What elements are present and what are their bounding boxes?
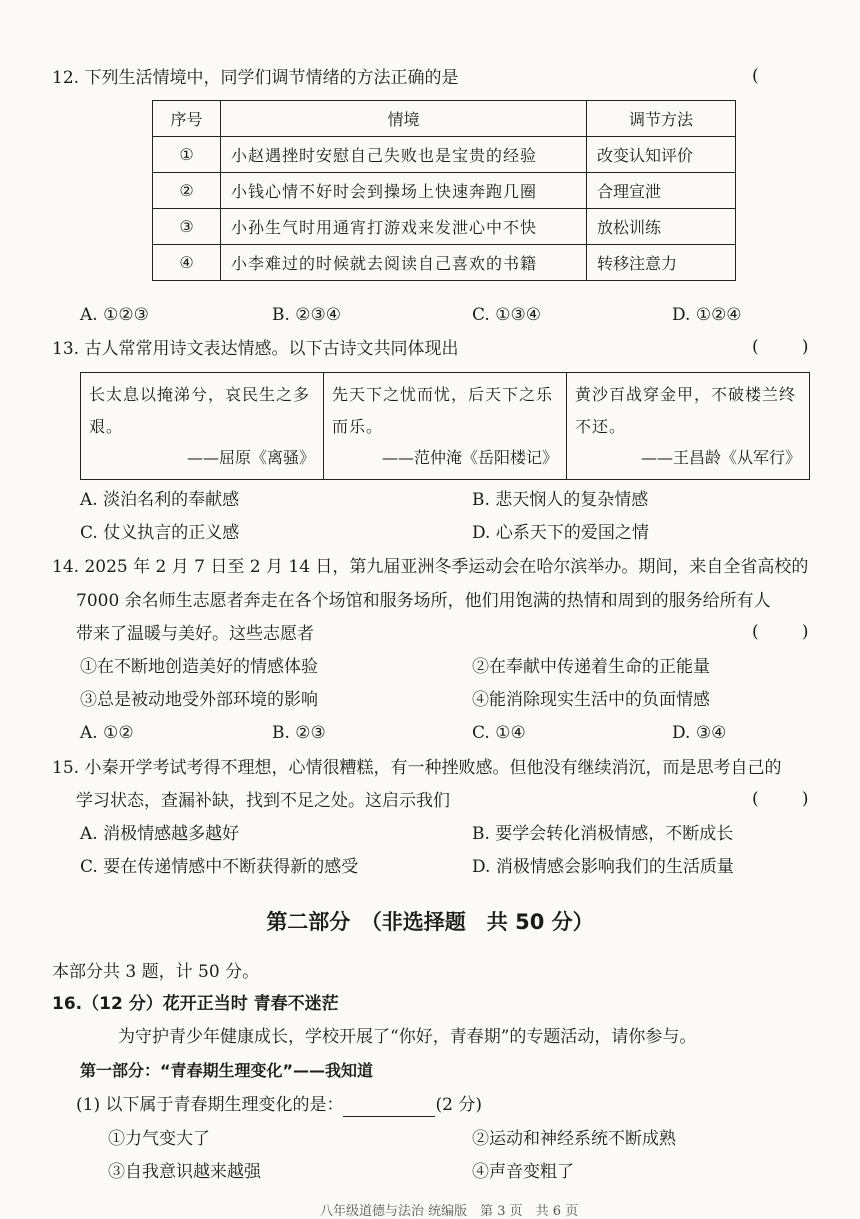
q16-subsection-title: 第一部分：“青春期生理变化”——我知道	[80, 1061, 374, 1080]
poem-source: ——范仲淹《岳阳楼记》	[381, 448, 558, 467]
sub-question-text: (1) 以下属于青春期生理变化的是：	[76, 1095, 344, 1115]
q15-answer-paren: ( )	[752, 789, 809, 809]
q16-intro: 为守护青少年健康成长，学校开展了“你好，青春期”的专题活动，请你参与。	[118, 1027, 697, 1047]
table-row	[153, 137, 736, 173]
table-cell: 小李难过的时候就去阅读自己喜欢的书籍	[221, 245, 587, 281]
q15-line-2: 学习状态，查漏补缺，找到不足之处。这启示我们	[76, 791, 450, 811]
q14-line-1: 14. 2025 年 2 月 7 日至 2 月 14 日，第九届亚洲冬季运动会在哈尔滨举办。期间，来自全省高校的	[52, 557, 809, 577]
q14-option-a: A. ①②	[80, 723, 134, 743]
q13-option-b: B. 悲天悯人的复杂情感	[472, 490, 649, 510]
part2-intro: 本部分共 3 题，计 50 分。	[52, 962, 260, 982]
q16-title: 16.（12 分）花开正当时 青春不迷茫	[52, 994, 339, 1014]
table-cell: 小赵遇挫时安慰自己失败也是宝贵的经验	[221, 137, 587, 173]
q12-option-a: A. ①②③	[80, 305, 149, 325]
q14-option-d: D. ③④	[672, 723, 727, 743]
table-cell: 合理宣泄	[587, 173, 736, 209]
q14-item-4: ④能消除现实生活中的负面情感	[472, 690, 710, 710]
q12-option-b: B. ②③④	[272, 305, 342, 325]
table-cell: 小钱心情不好时会到操场上快速奔跑几圈	[221, 173, 587, 209]
poem-text: 黄沙百战穿金甲，不破楼兰终不还。	[575, 385, 797, 436]
table-cell: ②	[153, 173, 221, 209]
table-row	[153, 173, 736, 209]
q12-answer-paren: (	[752, 66, 759, 86]
q13-option-d: D. 心系天下的爱国之情	[472, 523, 649, 543]
table-row	[81, 373, 810, 480]
q12-table	[152, 100, 736, 281]
table-cell: ③	[153, 209, 221, 245]
poem-source: ——屈原《离骚》	[186, 448, 315, 467]
q15-option-d: D. 消极情感会影响我们的生活质量	[472, 857, 734, 877]
poem-cell	[567, 373, 810, 480]
q14-item-3: ③总是被动地受外部环境的影响	[80, 690, 318, 710]
q13-answer-paren: ( )	[752, 337, 809, 357]
q13-option-c: C. 仗义执言的正义感	[80, 523, 240, 543]
q16-title-line	[52, 992, 339, 1016]
table-header: 序号	[153, 101, 221, 137]
q13-poem-table	[80, 372, 810, 480]
table-row	[153, 209, 736, 245]
poem-text: 先天下之忧而忧，后天下之乐而乐。	[332, 385, 554, 436]
table-header-row	[153, 101, 736, 137]
q14-line-2: 7000 余名师生志愿者奔走在各个场馆和服务场所，他们用饱满的热情和周到的服务给所有人	[76, 591, 771, 611]
q12-stem: 12. 下列生活情境中，同学们调节情绪的方法正确的是	[52, 68, 459, 88]
q15-option-a: A. 消极情感越多越好	[80, 824, 240, 844]
q13-option-a: A. 淡泊名利的奉献感	[80, 490, 240, 510]
q14-option-b: B. ②③	[272, 723, 326, 743]
table-cell: 转移注意力	[587, 245, 736, 281]
q12-option-d: D. ①②④	[672, 305, 742, 325]
poem-text: 长太息以掩涕兮，哀民生之多艰。	[89, 385, 311, 436]
sub-question-score: (2 分)	[435, 1095, 482, 1115]
table-header: 情境	[221, 101, 587, 137]
q14-item-2: ②在奉献中传递着生命的正能量	[472, 657, 710, 677]
q12-option-c: C. ①③④	[472, 305, 541, 325]
q15-option-b: B. 要学会转化消极情感，不断成长	[472, 824, 734, 844]
part2-title: 第二部分 （非选择题 共 50 分）	[266, 910, 594, 934]
table-cell: 放松训练	[587, 209, 736, 245]
poem-source: ——王昌龄《从军行》	[640, 448, 801, 467]
table-header: 调节方法	[587, 101, 736, 137]
q14-line-3: 带来了温暖与美好。这些志愿者	[76, 624, 314, 644]
q14-item-1: ①在不断地创造美好的情感体验	[80, 657, 318, 677]
q15-option-c: C. 要在传递情感中不断获得新的感受	[80, 857, 359, 877]
q16-item-1: ①力气变大了	[108, 1129, 210, 1149]
q14-answer-paren: ( )	[752, 622, 809, 642]
table-cell: 改变认知评价	[587, 137, 736, 173]
q16-item-2: ②运动和神经系统不断成熟	[472, 1129, 676, 1149]
table-cell: ④	[153, 245, 221, 281]
answer-blank[interactable]	[343, 1098, 435, 1117]
q16-sub-question-1	[76, 1093, 482, 1117]
q16-item-3: ③自我意识越来越强	[108, 1162, 261, 1182]
table-cell: 小孙生气时用通宵打游戏来发泄心中不快	[221, 209, 587, 245]
poem-cell	[324, 373, 567, 480]
q14-option-c: C. ①④	[472, 723, 526, 743]
q16-item-4: ④声音变粗了	[472, 1162, 574, 1182]
table-cell: ①	[153, 137, 221, 173]
q13-stem: 13. 古人常常用诗文表达情感。以下古诗文共同体现出	[52, 339, 459, 359]
poem-cell	[81, 373, 324, 480]
page-footer: 八年级道德与法治 统编版 第 3 页 共 6 页	[320, 1204, 579, 1219]
q15-line-1: 15. 小秦开学考试考得不理想，心情很糟糕，有一种挫败感。但他没有继续消沉，而是思考自己的	[52, 758, 782, 778]
table-row	[153, 245, 736, 281]
